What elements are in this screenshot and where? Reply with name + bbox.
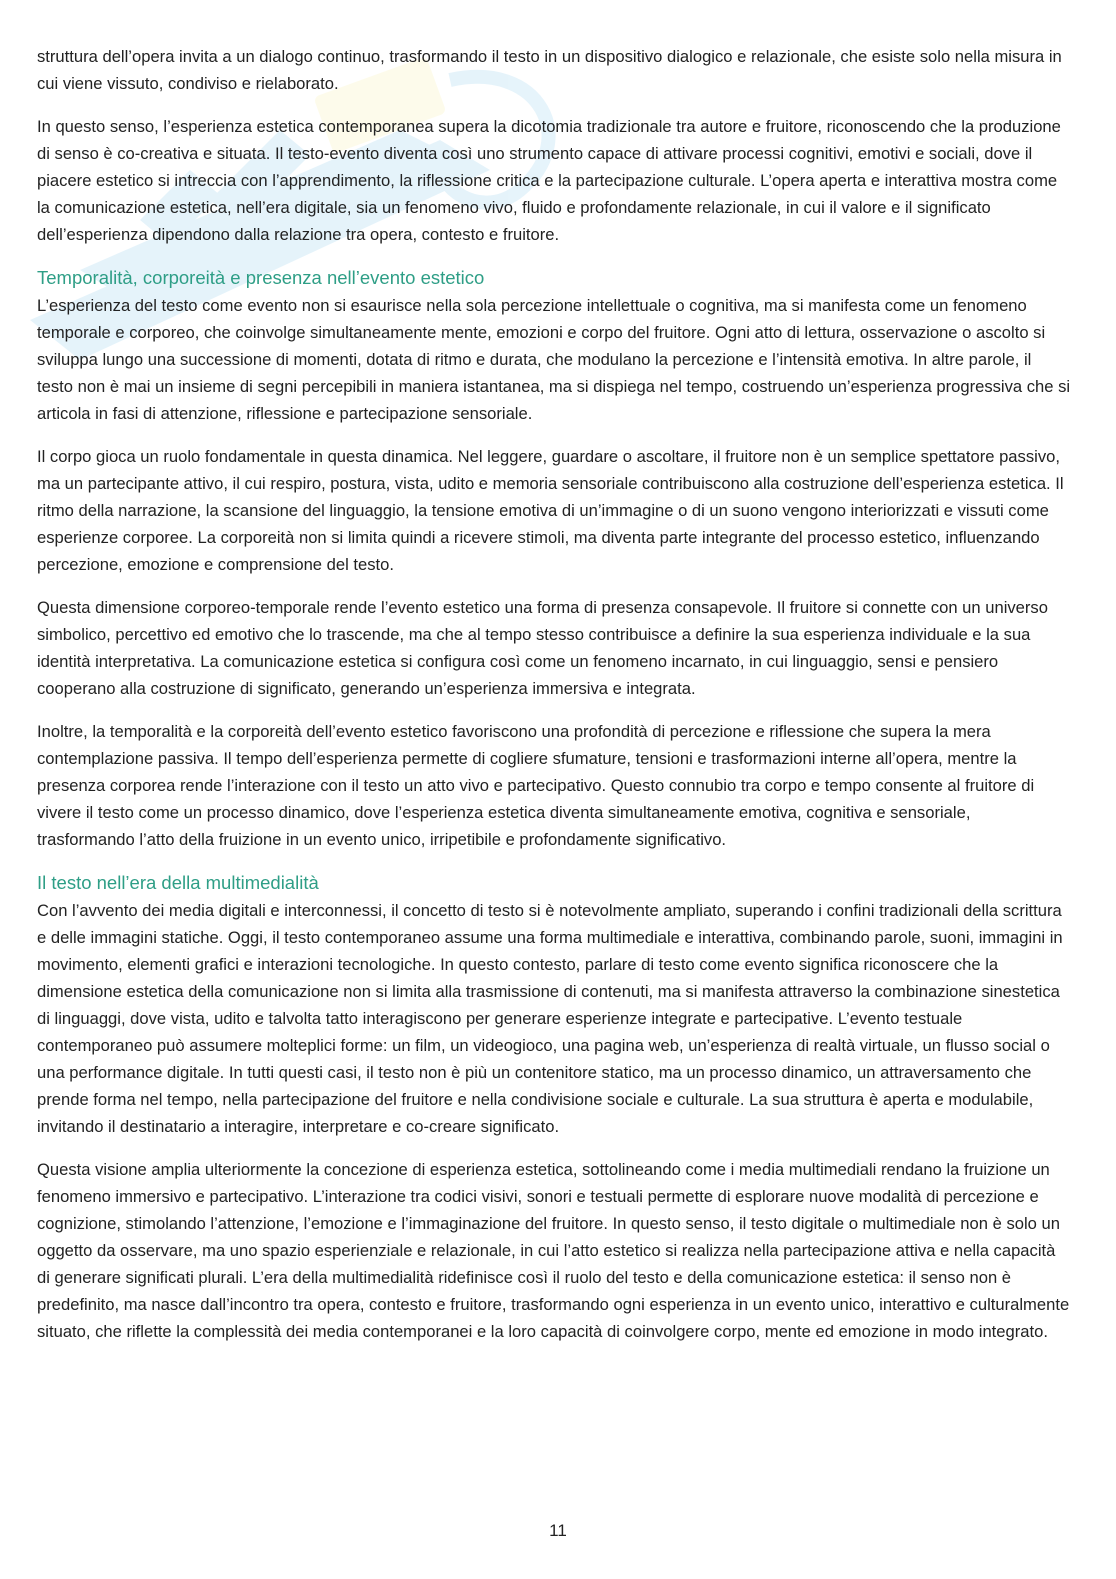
page-content: [37, 43, 1071, 1345]
paragraph: Inoltre, la temporalità e la corporeità dell’evento estetico favoriscono una profondità di percezione e riflessione che supera la mera contemplazione passiva. Il tempo dell’esperienza permette di cogliere sfumature, tensioni e trasformazioni interne all’opera, mentre la presenza corporea rende l’interazione con il testo un atto vivo e partecipativo. Questo connubio tra corpo e tempo consente al fruitore di vivere il testo come un processo dinamico, dove l’esperienza estetica diventa simultaneamente emotiva, cognitiva e sensoriale, trasformando l’atto della fruizione in un evento unico, irripetibile e profondamente significativo.: [37, 722, 1035, 849]
section-heading: Temporalità, corporeità e presenza nell’evento estetico: [37, 267, 485, 288]
paragraph: Il corpo gioca un ruolo fondamentale in questa dinamica. Nel leggere, guardare o ascoltare, il fruitore non è un semplice spettatore passivo, ma un partecipante attivo, il cui respiro, postura, vista, udito e memoria sensoriale contribuiscono alla costruzione dell’esperienza estetica. Il ritmo della narrazione, la scansione del linguaggio, la tensione emotiva di un’immagine o di un suono vengono interiorizzati e vissuti come esperienze corporee. La corporeità non si limita quindi a ricevere stimoli, ma diventa parte integrante del processo estetico, influenzando percezione, emozione e comprensione del testo.: [37, 447, 1064, 574]
paragraph: struttura dell’opera invita a un dialogo continuo, trasformando il testo in un dispositivo dialogico e relazionale, che esiste solo nella misura in cui viene vissuto, condiviso e rielaborato.: [37, 47, 1062, 93]
page-number: 11: [549, 1521, 567, 1540]
paragraph: Questa dimensione corporeo-temporale rende l’evento estetico una forma di presenza consapevole. Il fruitore si connette con un universo simbolico, percettivo ed emotivo che lo trascende, ma che al tempo stesso contribuisce a definire la sua esperienza individuale e la sua identità interpretativa. La comunicazione estetica si configura così come un fenomeno incarnato, in cui linguaggio, sensi e pensiero cooperano alla costruzione di significato, generando un’esperienza immersiva e integrata.: [37, 598, 1048, 698]
section-heading: Il testo nell’era della multimedialità: [37, 872, 319, 893]
paragraph: L’esperienza del testo come evento non si esaurisce nella sola percezione intellettuale o cognitiva, ma si manifesta come un fenomeno temporale e corporeo, che coinvolge simultaneamente mente, emozioni e corpo del fruitore. Ogni atto di lettura, osservazione o ascolto si sviluppa lungo una successione di momenti, dotata di ritmo e durata, che modulano la percezione e l’intensità emotiva. In altre parole, il testo non è mai un insieme di segni percepibili in maniera istantanea, ma si dispiega nel tempo, costruendo un’esperienza progressiva che si articola in fasi di attenzione, riflessione e partecipazione sensoriale.: [37, 296, 1071, 423]
paragraph: Con l’avvento dei media digitali e interconnessi, il concetto di testo si è notevolmente ampliato, superando i confini tradizionali della scrittura e delle immagini statiche. Oggi, il testo contemporaneo assume una forma multimediale e interattiva, combinando parole, suoni, immagini in movimento, elementi grafici e interazioni tecnologiche. In questo contesto, parlare di testo come evento significa riconoscere che la dimensione estetica della comunicazione non si limita alla trasmissione di contenuti, ma si manifesta attraverso la combinazione sinestetica di linguaggi, dove vista, udito e talvolta tatto interagiscono per generare esperienze integrate e partecipative. L’evento testuale contemporaneo può assumere molteplici forme: un film, un videogioco, una pagina web, un’esperienza di realtà virtuale, un flusso social o una performance digitale. In tutti questi casi, il testo non è più un contenitore statico, ma un processo dinamico, un attraversamento che prende forma nel tempo, nella partecipazione del fruitore e nella condivisione sociale e culturale. La sua struttura è aperta e modulabile, invitando il destinatario a interagire, interpretare e co-creare significato.: [37, 901, 1063, 1136]
paragraph: In questo senso, l’esperienza estetica contemporanea supera la dicotomia tradizionale tra autore e fruitore, riconoscendo che la produzione di senso è co-creativa e situata. Il testo-evento diventa così uno strumento capace di attivare processi cognitivi, emotivi e sociali, dove il piacere estetico si intreccia con l’apprendimento, la riflessione critica e la partecipazione culturale. L’opera aperta e interattiva mostra come la comunicazione estetica, nell’era digitale, sia un fenomeno vivo, fluido e profondamente relazionale, in cui il valore e il significato dell’esperienza dipendono dalla relazione tra opera, contesto e fruitore.: [37, 117, 1061, 244]
paragraph: Questa visione amplia ulteriormente la concezione di esperienza estetica, sottolineando come i media multimediali rendano la fruizione un fenomeno immersivo e partecipativo. L’interazione tra codici visivi, sonori e testuali permette di esplorare nuove modalità di percezione e cognizione, stimolando l’attenzione, l’emozione e l’immaginazione del fruitore. In questo senso, il testo digitale o multimediale non è solo un oggetto da osservare, ma uno spazio esperienziale e relazionale, in cui l’atto estetico si realizza nella partecipazione attiva e nella capacità di generare significati plurali. L’era della multimedialità ridefinisce così il ruolo del testo e della comunicazione estetica: il senso non è predefinito, ma nasce dall’incontro tra opera, contesto e fruitore, trasformando ogni esperienza in un evento unico, interattivo e culturalmente situato, che riflette la complessità dei media contemporanei e la loro capacità di coinvolgere corpo, mente ed emozione in modo integrato.: [37, 1160, 1070, 1341]
